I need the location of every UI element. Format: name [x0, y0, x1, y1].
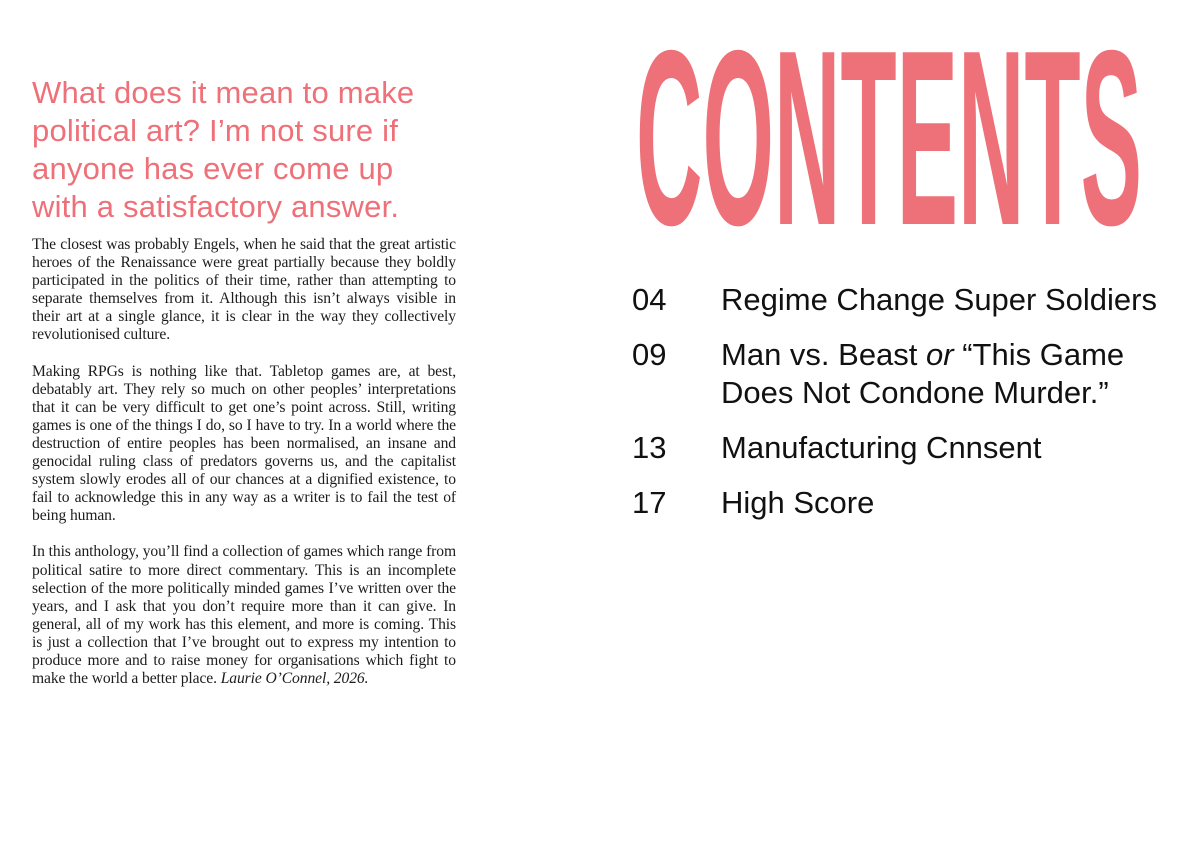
toc-page-number: 17: [632, 485, 667, 520]
toc-entry-title: Manufacturing Cnnsent: [721, 430, 1042, 465]
contents-title-text: CONTENTS: [636, 28, 1142, 228]
toc-title-part: “This Game Does Not Condone Murder.”: [721, 337, 1125, 410]
table-of-contents: [632, 281, 1172, 539]
introduction-page: [32, 74, 456, 706]
toc-entry[interactable]: [632, 281, 1172, 319]
toc-page-number: 09: [632, 337, 667, 372]
intro-paragraph-2: Making RPGs is nothing like that. Tabletop games are, at best, debatably art. They rely so much on other peoples’ interpretations that it can be very difficult to get one’s point across. Still, writing games is one of the things I do, so I have to try. In a world where the destruction of entire peoples has been normalised, an insane and genocidal ruling class of predators governs us, and the capitalist system slowly erodes all of our chances at a dignified existence, to fail to acknowledge this in any way as a writer is to fail the test of being human.: [32, 362, 456, 525]
intro-paragraph-3-text: In this anthology, you’ll find a collection of games which range from political satire to more direct commentary. This is an incomplete selection of the more politically minded games I’ve written over the years, and I ask that you don’t require more than it can give. In general, all of my work has this element, and more is coming. This is just a collection that I’ve brought out to express my intention to produce more and to raise money for organisations which fight to make the world a better place.: [32, 543, 456, 688]
toc-entry[interactable]: [632, 429, 1172, 467]
toc-entry-title: Regime Change Super Soldiers: [721, 282, 1157, 317]
intro-paragraph-1: The closest was probably Engels, when he said that the great artistic heroes of the Renaissance were great partially because they boldly participated in the politics of their time, rather than attempting to separate themselves from it. Although this isn’t always visible in their art at a single glance, it is clear in the way they collectively revolutionised culture.: [32, 236, 456, 344]
toc-entry[interactable]: [632, 484, 1172, 522]
toc-page-number: 04: [632, 282, 667, 317]
toc-entry[interactable]: [632, 336, 1172, 412]
intro-heading: What does it mean to make political art? I’m not sure if anyone has ever come up with a satisfactory answer.: [32, 75, 415, 224]
contents-title-svg: [636, 28, 1142, 228]
toc-title-italic: or: [926, 337, 954, 372]
contents-title: [636, 28, 1142, 228]
intro-paragraph-3: [32, 543, 456, 688]
toc-page-number: 13: [632, 430, 667, 465]
toc-entry-title: High Score: [721, 485, 875, 520]
toc-title-part: Man vs. Beast: [721, 337, 927, 372]
author-signature: Laurie O’Connel, 2026.: [220, 670, 369, 688]
toc-entry-title: [721, 336, 1161, 412]
